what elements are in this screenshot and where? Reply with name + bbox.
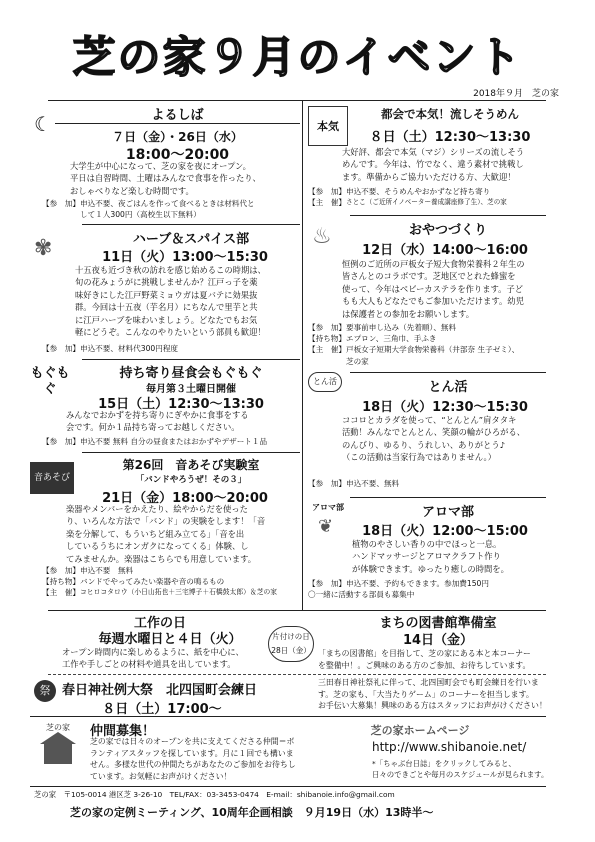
kousaku-dates: 毎週水曜日と４日（火）	[98, 632, 242, 647]
homepage-url[interactable]: http://www.shibanoie.net/	[372, 740, 527, 754]
mogumogu-sub: 毎月第３土曜日開催	[146, 384, 236, 395]
mogumogu-logo: もぐもぐ	[30, 366, 70, 397]
divider	[30, 716, 546, 717]
aroma-logo: アロマ部	[312, 503, 344, 512]
tonkatsu-datetime: 18日（火）12:30～15:30	[362, 400, 528, 415]
aroma-heading: アロマ部	[421, 505, 474, 520]
toshokan-date: 14日（金）	[402, 633, 474, 648]
tonkatsu-logo: とん活	[308, 372, 342, 392]
shibanoie-house-logo: 芝の家	[34, 722, 82, 770]
yorushiba-dates: ７日（金）・26日（水）	[112, 130, 243, 144]
yorushiba-heading: よるしば	[151, 108, 204, 123]
oyatsu-datetime: 12日（水）14:00～16:00	[362, 243, 528, 258]
nakama-body: 芝の家では日々のオープンを共に支えてくださる仲間＝ボ ランティアスタッフを探しています。月に１回でも構いま せん。多様な世代の仲間たちがあなたのご参加をお待ちし ています。お気軽にお声がけください！	[90, 737, 296, 781]
mogumogu-body: みんなでおかずを持ち寄りにぎやかに食事をする 会です。何か１品持ち寄ってお越しください。	[66, 410, 249, 433]
nagashi-details: 【参 加】 申込不要、そうめんやおかずなど持ち寄り 【主 催】 さとこ（ご近所イノベーター養成講座修了生）、芝の家	[308, 187, 507, 208]
oto-sub: 「バンドやろうぜ！その３」	[135, 475, 247, 485]
footer-meeting: 芝の家の定例ミーティング、10周年企画相談 ９月19日（水）13時半～	[70, 806, 434, 819]
divider	[48, 610, 546, 611]
yorushiba-body: 大学生が中心になって、芝の家を夜にオープン。 平日は自習時間、土曜はみんなで食事を作ったり、 おしゃべりなど楽しむ時間です。	[70, 161, 261, 196]
kousaku-body: オープン時間内に楽しめるように、紙を中心に、 工作や手しごとの材料や道具を出しています。	[62, 647, 244, 670]
nakama-heading: 仲間募集！	[90, 724, 156, 739]
katazuke-badge	[268, 626, 314, 662]
homepage-note: *「ちゃぶ台日誌」をクリックしてみると、 日々のできごとや毎月のスケジュールが見られます。	[372, 759, 549, 779]
divider	[55, 123, 300, 124]
mogumogu-heading: 持ち寄り昼食会もぐもぐ	[119, 366, 263, 381]
oto-details: 【参 加】 申込不要 無料 【持ち物】 バンドでやってみたい楽器や音の鳴るもの 【主 催】 コヒロコタロウ（小日山拓也＋三宅博子＋石橋鼓太郎）＆芝の家	[42, 566, 278, 598]
divider	[350, 497, 546, 498]
honki-logo: 本気	[308, 106, 348, 146]
oto-heading: 第26回 音あそび実験室	[122, 458, 260, 472]
tonkatsu-heading: とん活	[428, 380, 468, 395]
herb-join: 【参 加】 申込不要、材料代300円程度	[42, 344, 179, 353]
oyatsu-heading: おやつづくり	[408, 223, 487, 238]
divider	[48, 100, 308, 101]
oyatsu-body: 恒例のご近所の戸板女子短大食物栄養科２年生の 皆さんとのコラボです。芝地区でとれた蜂蜜を 使って、今年はベビーカステラを作ります。子ど もも大人もどなたでもご参加いただけます。幼児 は保護者との参加をお願いします。	[342, 259, 525, 319]
divider	[30, 786, 546, 787]
leaf-icon: ❦	[318, 516, 334, 537]
divider	[82, 452, 300, 453]
oyatsu-details: 【参 加】 要事前申し込み（先着順）、無料 【持ち物】 エプロン、三角巾、手ふき 【主 催】 戸板女子短期大学食物栄養科（井部奈 生子ゼミ）、 芝の家	[308, 323, 520, 366]
page-title: 芝の家９月のイベント	[72, 33, 523, 83]
column-divider	[302, 100, 303, 610]
issue-date: 2018年９月 芝の家	[473, 89, 559, 99]
nagashi-body: 大好評、都会で本気（マジ）シリーズの流しそう めんです。今年は、竹でなく、違う素材で挑戦し ます。準備からご協力いただける方、大歓迎！	[342, 147, 525, 182]
yorushiba-join: 【参 加】 申込不要、夜ごはんを作って食べるときは材料代と して１人300円（高校生以下無料）	[42, 199, 255, 220]
katazuke-date: 28日（金）	[271, 646, 311, 655]
oto-logo: 音あそび	[30, 462, 74, 494]
aroma-datetime: 18日（火）12:00～15:00	[362, 524, 528, 539]
nagashi-heading: 都会で本気！流しそうめん	[381, 107, 519, 121]
kousaku-heading: 工作の日	[133, 616, 186, 631]
oto-body: 楽器やメンバーをかえたり、絵やからだを使った り、いろんな方法で「バンド」の実験をします！「音 楽を分解して、もういちど組み立てる」「音を出 しているうちにオンガクになってくる」体験、し てみませんか。楽器はこちらでも用意しています。	[66, 504, 266, 564]
moon-house-icon: ☾	[34, 112, 52, 136]
nagashi-datetime: ８日（土）12:30～13:30	[369, 130, 531, 145]
footer-address: 芝の家 〒105-0014 港区芝 3-26-10 TEL/FAX：03-3453-0474 E-mail：shibanoie.info@gmail.com	[34, 790, 395, 799]
mogumogu-datetime: 15日（土）12:30～13:30	[98, 397, 264, 412]
herb-body: 十五夜も近づき秋の訪れを感じ始めるこの時期は、 旬の花みょうがに挑戦しませんか？江戸っ子を薬 味好きにした江戸野菜ミョウガは夏バテに効果抜 群。今回は十五夜（芋名月）にちなんで里芋と共 に江戸ハーブを味わいましょう。どなたでもお気 軽にどうぞ。こんなのやりたいという部員も歓迎！	[75, 265, 266, 338]
divider	[82, 359, 300, 360]
tonkatsu-join: 【参 加】 申込不要、無料	[308, 479, 400, 488]
herb-datetime: 11日（火）13:00～15:30	[102, 250, 268, 265]
herb-sprig-icon: ✾	[34, 236, 53, 261]
tonkatsu-body: ココロとカラダを使って、“とんとん”肩タタキ 活動！みんなでとんとん、笑顔の輪がひろがる、 のんびり、ゆるり、うれしい、ありがとう♪ （この活動は当家行為ではありません。）	[342, 415, 526, 463]
oto-datetime: 21日（金）18:00～20:00	[102, 491, 268, 506]
festival-icon: 祭	[34, 680, 56, 702]
toshokan-body: 「まちの図書館」を目指して、芝の家にある本と本コーナー を整備中！。ご興味のある方のご参加、お待ちしています。	[318, 649, 531, 671]
divider	[48, 674, 546, 675]
pot-icon: ♨	[312, 224, 332, 249]
divider	[350, 372, 546, 373]
aroma-body: 植物のやさしい香りの中でほっと一息。 ハンドマッサージとアロマクラフト作り が体験できます。ゆったり癒しの時間を。	[352, 539, 509, 574]
yorushiba-time: 18:00～20:00	[125, 147, 230, 163]
toshokan-heading: まちの図書館準備室	[379, 616, 497, 631]
kasuga-heading: 春日神社例大祭 北四国町会練日	[62, 683, 258, 698]
mogumogu-join: 【参 加】 申込不要 無料 自分の昼食またはおかずやデザート１品	[42, 437, 268, 446]
kasuga-body: 三田春日神社祭礼に伴って、北四国町会でも町会練日を行いま す。芝の家も、「大当たりゲーム」のコーナーを担当します。 お手伝い大募集！興味のある方はスタッフにお声がけください！	[318, 678, 547, 710]
divider	[82, 224, 300, 225]
divider	[350, 215, 546, 216]
kasuga-datetime: ８日（土）17:00～	[102, 702, 222, 717]
homepage-heading: 芝の家ホームページ	[370, 724, 470, 737]
herb-heading: ハーブ＆スパイス部	[132, 232, 250, 247]
katazuke-label: 片付けの日	[272, 632, 310, 641]
divider	[308, 100, 546, 101]
aroma-details: 【参 加】 申込不要、予約もできます。参加費150円 〇一緒に活動する部員も募集中	[308, 579, 489, 600]
